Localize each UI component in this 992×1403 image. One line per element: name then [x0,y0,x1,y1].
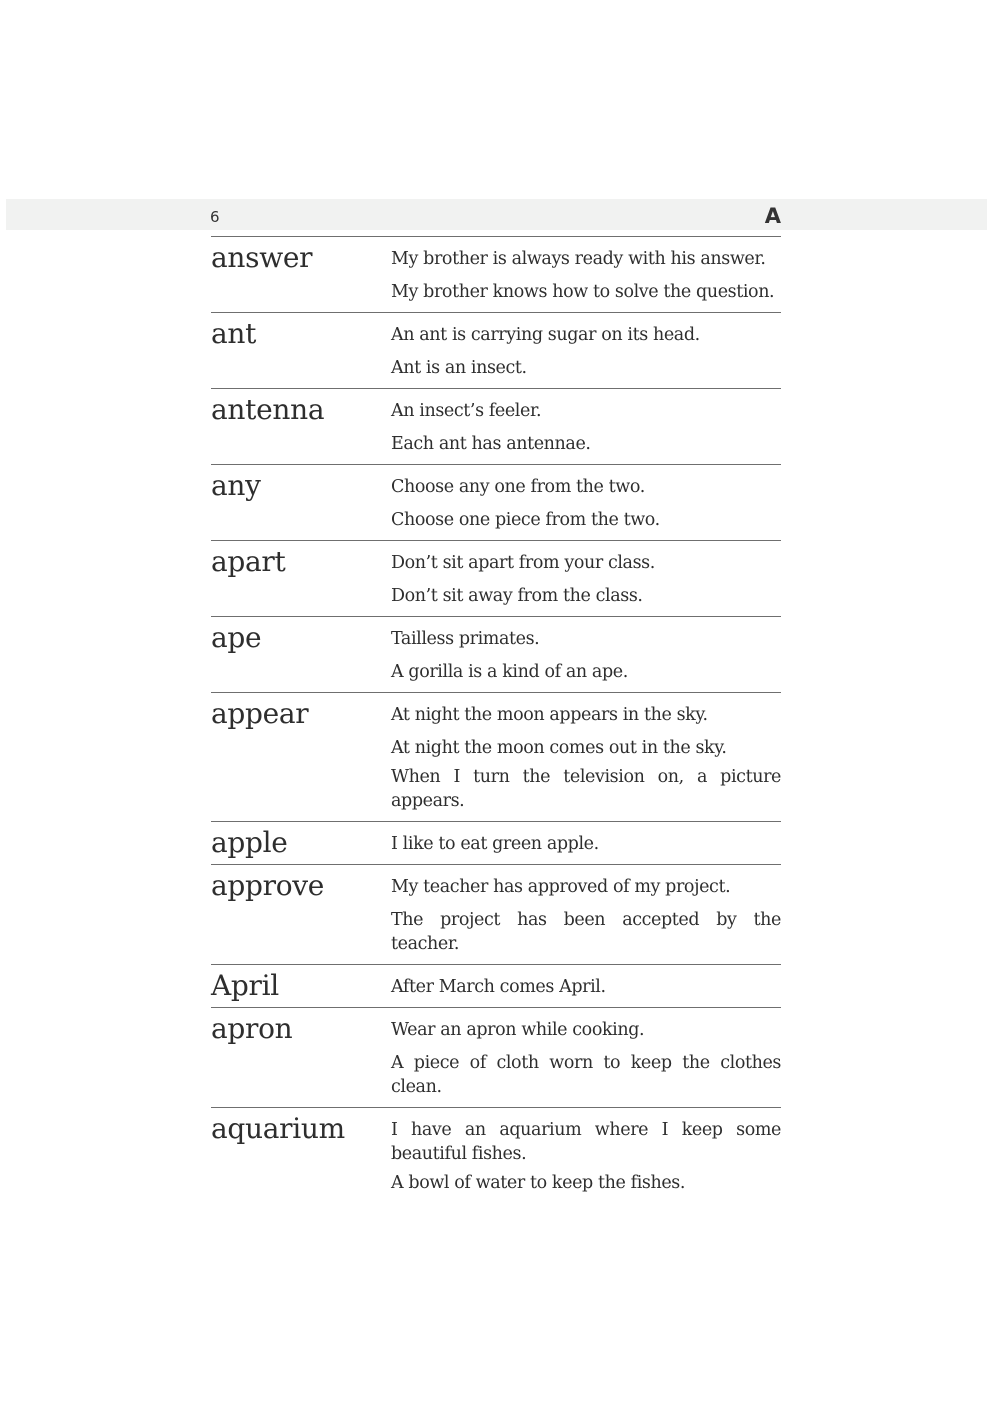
definitions [391,389,781,464]
definition-line: When I turn the television on, a picture appears. [391,767,781,811]
headword: ape [211,621,262,654]
definition-line: My brother is always ready with his answer. [391,249,766,269]
headword: ant [211,317,257,350]
definitions [391,865,781,964]
definitions [391,313,781,388]
dictionary-entries [211,237,781,1203]
headword: apple [211,826,288,859]
definitions [391,822,781,864]
page-number: 6 [210,208,220,226]
entry-appear [211,693,781,822]
headword: apron [211,1012,293,1045]
definitions [391,693,781,821]
headword: appear [211,697,309,730]
definition-line: A gorilla is a kind of an ape. [391,662,628,682]
definition-line: Choose any one from the two. [391,477,645,497]
headword: April [211,969,279,1002]
headword: aquarium [211,1112,345,1145]
definition-line: At night the moon comes out in the sky. [391,738,727,758]
headword: answer [211,241,313,274]
headword: any [211,469,261,502]
definition-line: I like to eat green apple. [391,834,599,854]
definitions [391,237,781,312]
definition-line: Don’t sit apart from your class. [391,553,655,573]
definition-line: An insect’s feeler. [391,401,542,421]
definition-line: Ant is an insect. [391,358,527,378]
headword: antenna [211,393,325,426]
definition-line: Tailless primates. [391,629,540,649]
entry-ant [211,313,781,389]
headword: apart [211,545,286,578]
definition-line: Wear an apron while cooking. [391,1020,645,1040]
definitions [391,617,781,692]
entry-any [211,465,781,541]
definitions [391,1008,781,1107]
entry-ape [211,617,781,693]
entry-apple [211,822,781,865]
entry-april [211,965,781,1008]
entry-answer [211,237,781,313]
entry-antenna [211,389,781,465]
definitions [391,965,781,1007]
entry-apart [211,541,781,617]
entry-aquarium [211,1108,781,1203]
definitions [391,541,781,616]
definition-line: Choose one piece from the two. [391,510,660,530]
definition-line: Don’t sit away from the class. [391,586,643,606]
entry-apron [211,1008,781,1108]
entry-approve [211,865,781,965]
definitions [391,465,781,540]
definition-line: After March comes April. [391,977,606,997]
definition-line: At night the moon appears in the sky. [391,705,708,725]
definition-line: A piece of cloth worn to keep the clothes clean. [391,1053,781,1097]
definition-line: An ant is carrying sugar on its head. [391,325,700,345]
definitions [391,1108,781,1203]
definition-line: My teacher has approved of my project. [391,877,731,897]
definition-line: The project has been accepted by the teacher. [391,910,781,954]
headword: approve [211,869,325,902]
section-letter: A [764,204,781,228]
definition-line: My brother knows how to solve the question. [391,282,775,302]
definition-line: A bowl of water to keep the fishes. [391,1173,686,1193]
definition-line: Each ant has antennae. [391,434,591,454]
definition-line: I have an aquarium where I keep some beautiful fishes. [391,1120,781,1164]
page-header-band [6,199,987,230]
